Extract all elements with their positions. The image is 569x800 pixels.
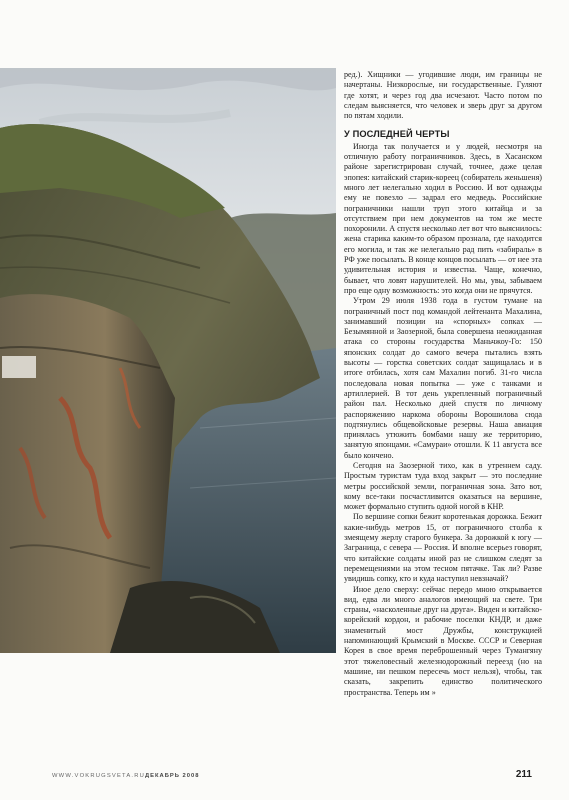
article-paragraph-4: По вершине сопки бежит коротенькая дорожка. Бежит какие-нибудь метров 15, от пограничного столба к змеящему жерлу старого бункера. За дорожкой к югу — Заграница, с севера — Россия. И вполне всерьез говорят, что китайские солдаты иной раз не слишком следят за перемещениями на этом тесном пятачке. Так ли? Разве увидишь сопку, кто и куда наступил невзначай? — [344, 512, 542, 584]
coastal-cliff-photo — [0, 68, 336, 653]
footer-url: WWW.VOKRUGSVETA.RU — [52, 773, 145, 779]
article-paragraph-3: Сегодня на Заозерной тихо, как в утреннем саду. Простым туристам туда вход закрыт — это последние метры российской земли, пограничная зона. Зато вот, кому все-таки посчастливится оказаться на вершине, может формально ступить одной ногой в КНР. — [344, 460, 542, 512]
page-number: 211 — [515, 769, 532, 780]
article-column — [344, 70, 542, 698]
footer-issue: ДЕКАБРЬ 2008 — [145, 773, 200, 779]
article-paragraph-2: Утром 29 июля 1938 года в густом тумане на пограничный пост под командой лейтенанта Махалина, занимавший позиции на «спорных» сопках — Безымянной и Заозерной, была совершена неожиданная атака со стороны государства Маньчжоу-Го: 150 японских солдат до самого вечера пытались взять высоты — горстка советских солдат защищалась и в итоге отбилась, хотя сам Махалин погиб. 31-го числа последовала новая попытка — уже с танками и артиллерией. В тот день укрепленный пограничный район пал. Несколько дней спустя по личному распоряжению наркома обороны Ворошилова сюда подтянулись общевойсковые резервы. Наша авиация принялась утюжить бомбами нашу же территорию, занятую японцами. «Самураи» отошли. К 11 августа все было кончено. — [344, 296, 542, 460]
section-heading: У ПОСЛЕДНЕЙ ЧЕРТЫ — [344, 129, 450, 140]
article-intro: ред.). Хищники — угодившие люди, им границы не начертаны. Низкорослые, ни государственные. Гуляют где хотят, и через год два исчезают. Часто потом по следам выясняется, что человек и зверь друг за другом по пятам ходили. — [344, 70, 542, 121]
article-paragraph-5: Иное дело сверху: сейчас передо мною открывается вид, едва ли много аналогов имеющий на свете. Три страны, «насколенные друг на друга». Виден и китайско-корейский кордон, и рабочие поселки КНДР, и даже знаменитый мост Дружбы, конструкцией напоминающий Крымский в Москве. СССР и Северная Корея в свое время переброшенный через Тумангяну этот тяжеловесный железнодорожный переезд (но на машине, ни пешком пересечь мост нельзя), чтобы, так сказать, закрепить единство политического пространства. Теперь им » — [344, 584, 542, 697]
article-paragraph-1: Иногда так получается и у людей, несмотря на отличную работу пограничников. Здесь, в Хасанском районе зарегистрирован случай, точнее, даже целая эпопея: китайский старик-кореец (собиратель женьшеня) много лет нелегально ходил в Россию. И вот однажды ему не повезло — задрал его медведь. Российские пограничники нашли труп этого китайца и за отсутствием при нем документов на том же месте похоронили. А спустя несколько лет вот что выяснилось: жена старика каким-то образом прознала, где находится его могила, и так же нелегально рад пить «забираль» в РФ уже посылать. В конце концов посылать — от нее эта удивительная история и известна. Чаще, конечно, бывает, что ловят нарушителей. Но мы, увы, забываем про еще одну возможность: это когда они не прячутся. — [344, 141, 542, 295]
